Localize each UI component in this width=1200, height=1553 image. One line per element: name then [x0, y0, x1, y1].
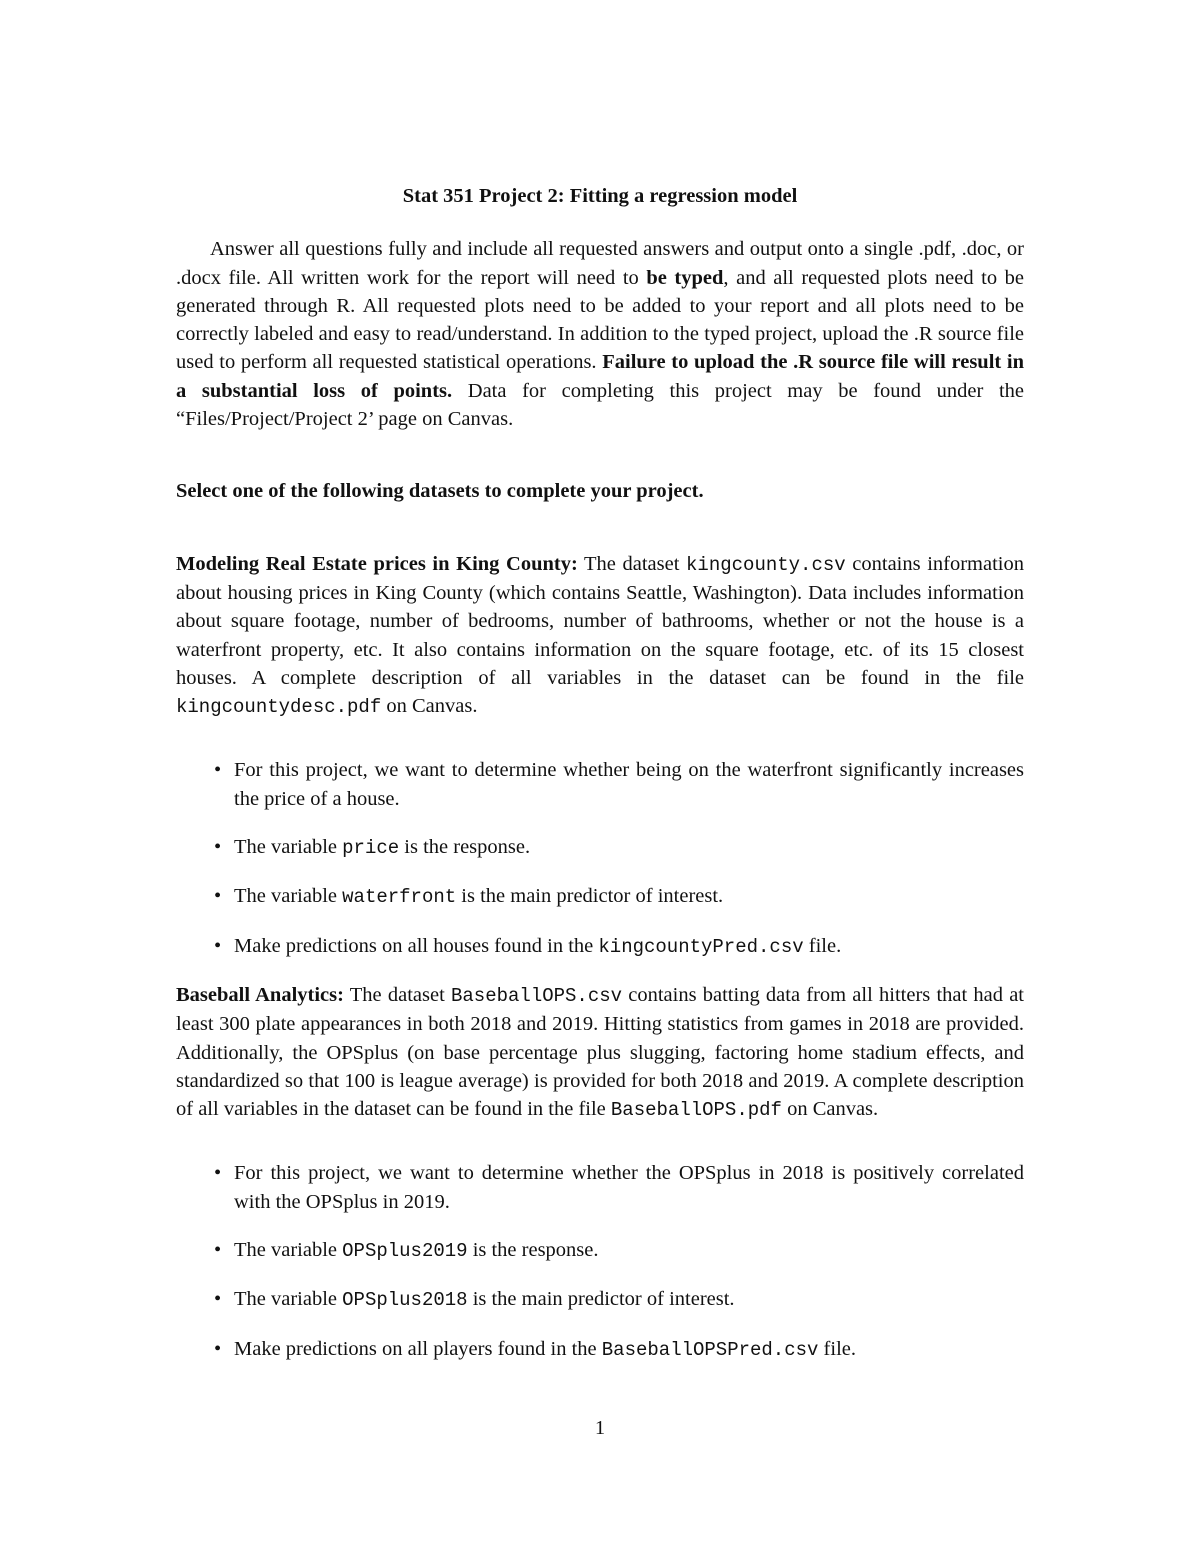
baseball-paragraph	[176, 981, 1024, 1124]
spacer	[176, 721, 1024, 756]
spacer	[176, 1124, 1024, 1159]
page-number: 1	[594, 1417, 606, 1439]
variable-name: price	[342, 837, 400, 860]
list-item	[234, 1159, 1024, 1216]
bullet-text: file.	[818, 1337, 856, 1360]
baseball-file: BaseballOPS.csv	[451, 984, 623, 1007]
king-county-paragraph	[176, 550, 1024, 722]
baseball-text-3: on Canvas.	[781, 1098, 879, 1121]
baseball-heading: Baseball Analytics:	[176, 983, 344, 1006]
bullet-text: is the response.	[467, 1239, 599, 1262]
king-county-heading: Modeling Real Estate prices in King County:	[176, 552, 578, 575]
spacer	[176, 506, 1024, 550]
list-item	[234, 1285, 1024, 1314]
baseball-desc-file: BaseballOPS.pdf	[610, 1099, 782, 1122]
intro-text-1: Answer all questions fully and include all requested answers and output onto a single .pdf, .doc, or .docx file. All written work for the report will need to	[176, 238, 1024, 289]
select-heading: Select one of the following datasets to complete your project.	[176, 480, 704, 503]
bullet-text: is the response.	[399, 836, 531, 859]
intro-text-2: , and all requested plots need to be generated through R. All requested plots need to be added to your report and all plots need to be correctly labeled and easy to read/understand. In addition to the typed project, upload the .R source file used to perform all requested statistical operations.	[176, 266, 1024, 374]
variable-name: OPSplus2019	[342, 1240, 468, 1263]
file-name: kingcountyPred.csv	[598, 935, 804, 958]
bullet-text: The variable	[234, 1239, 343, 1262]
king-county-desc-file: kingcountydesc.pdf	[176, 696, 382, 719]
king-county-text-2: contains information about housing prices in King County (which contains Seattle, Washington). Data includes information about square footage, number of bedrooms, number of bathrooms, whether or not the house is a waterfront property, etc. It also contains information on the square footage, etc. of its 15 closest houses. A complete description of all variables in the dataset can be found in the file	[176, 552, 1024, 689]
bullet-text: The variable	[234, 1288, 343, 1311]
list-item	[234, 932, 1024, 961]
king-county-text-1: The dataset	[577, 552, 687, 575]
bullet-text: For this project, we want to determine whether the OPSplus in 2018 is positively correlated with the OPSplus in 2019.	[234, 1162, 1024, 1213]
baseball-bullet-list	[176, 1159, 1024, 1363]
bullet-text: Make predictions on all houses found in the	[234, 934, 599, 957]
variable-name: OPSplus2018	[342, 1289, 468, 1312]
page-content	[176, 182, 1024, 1384]
list-item	[234, 1335, 1024, 1364]
king-county-bullet-list	[176, 756, 1024, 960]
bullet-text: The variable	[234, 885, 343, 908]
bullet-text: For this project, we want to determine whether being on the waterfront significantly increases the price of a house.	[234, 759, 1024, 810]
intro-failure-warning: Failure to upload the .R source file will result in a substantial loss of points.	[176, 351, 1024, 402]
spacer	[176, 433, 1024, 477]
file-name: BaseballOPSPred.csv	[601, 1338, 819, 1361]
intro-paragraph	[176, 235, 1024, 433]
bullet-text: file.	[803, 934, 842, 957]
list-item	[234, 756, 1024, 813]
king-county-text-3: on Canvas.	[381, 695, 478, 718]
page-title: Stat 351 Project 2: Fitting a regression model	[402, 185, 798, 207]
bullet-text: Make predictions on all players found in the	[234, 1337, 602, 1360]
intro-typed-emphasis: be typed	[646, 266, 724, 289]
king-county-file: kingcounty.csv	[686, 553, 846, 576]
bullet-text: is the main predictor of interest.	[456, 885, 724, 908]
list-item	[234, 1236, 1024, 1265]
baseball-text-2: contains batting data from all hitters that had at least 300 plate appearances in both 2018 and 2019. Hitting statistics from games in 2018 are provided. Additionally, the OPSplus (on base percentage plus slugging, factoring home stadium effects, and standardized so that 100 is league average) is provided for both 2018 and 2019. A complete description of all variables in the dataset can be found in the file	[176, 983, 1024, 1121]
intro-text-3: Data for completing this project may be found under the “Files/Project/Project 2’ page on Canvas.	[176, 379, 1025, 431]
list-item	[234, 833, 1024, 862]
baseball-text-1: The dataset	[343, 983, 451, 1006]
bullet-text: The variable	[234, 836, 343, 859]
bullet-text: is the main predictor of interest.	[467, 1288, 735, 1311]
list-item	[234, 882, 1024, 911]
variable-name: waterfront	[342, 886, 457, 909]
